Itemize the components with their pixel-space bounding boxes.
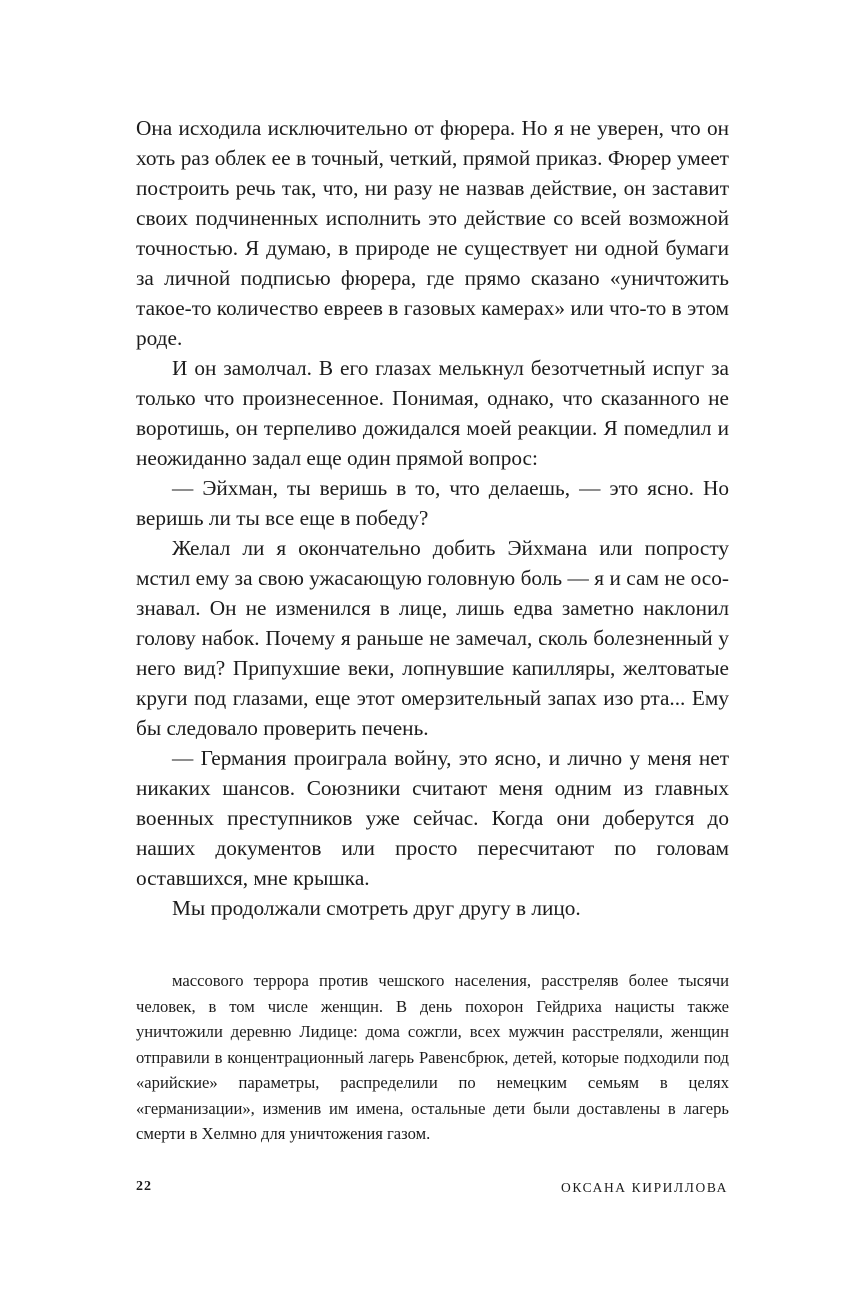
dialogue-paragraph: — Эйхман, ты веришь в то, что делаешь, — это ясно. Но веришь ли ты все еще в победу? bbox=[136, 476, 729, 530]
paragraph: Желал ли я окончательно добить Эйхмана или попросту мстил ему за свою ужасающую головную боль — я и сам не осознавал. Он не изменился в лице, лишь едва заметно наклонил голову набок. Почему я раньше не замечал, сколь болезненный у него вид? Припухшие веки, лопнувшие капилляры, желтоватые круги под глазами, еще этот омерзительный запах изо рта... Ему бы следовало проверить печень. bbox=[136, 536, 729, 740]
footnote bbox=[136, 968, 729, 1147]
paragraph: Она исходила исключительно от фюрера. Но я не уверен, что он хоть раз облек ее в точный, четкий, прямой приказ. Фюрер умеет построить речь так, что, ни разу не назвав действие, он заставит своих подчиненных исполнить это действие со всей возможной точностью. Я думаю, в природе не существует ни одной бумаги за личной подписью фюрера, где прямо сказано «уничтожить такое-то количество евреев в газовых камерах» или что-то в этом роде. bbox=[136, 116, 729, 350]
running-footer-author: ОКСАНА КИРИЛЛОВА bbox=[561, 1180, 728, 1195]
paragraph: И он замолчал. В его глазах мелькнул безотчетный испуг за только что произнесенное. Понимая, однако, что сказанного не воротишь, он терпеливо дожидался моей реакции. Я помедлил и неожиданно задал еще один прямой вопрос: bbox=[136, 356, 729, 470]
page-number: 22 bbox=[136, 1179, 152, 1194]
main-text bbox=[136, 113, 729, 923]
paragraph: Мы продолжали смотреть друг другу в лицо. bbox=[172, 896, 581, 920]
footnote-text: массового террора против чешского населения, расстреляв более тысячи человек, в том числе женщин. В день похорон Гейдриха нацисты также уничтожили деревню Лидице: дома сожгли, всех мужчин расстреляли, женщин отправили в концентрационный лагерь Равенсбрюк, детей, которые подходили под «арийские» параметры, распределили по немецким семьям в целях «германизации», изменив им имена, остальные дети были доставлены в лагерь смерти в Хелмно для уничтожения газом. bbox=[136, 971, 729, 1143]
dialogue-paragraph: — Германия проиграла войну, это ясно, и лично у меня нет никаких шансов. Союзники считают меня одним из главных военных преступников уже сейчас. Когда они доберутся до наших документов или просто пересчитают по головам оставшихся, мне крышка. bbox=[136, 746, 729, 890]
